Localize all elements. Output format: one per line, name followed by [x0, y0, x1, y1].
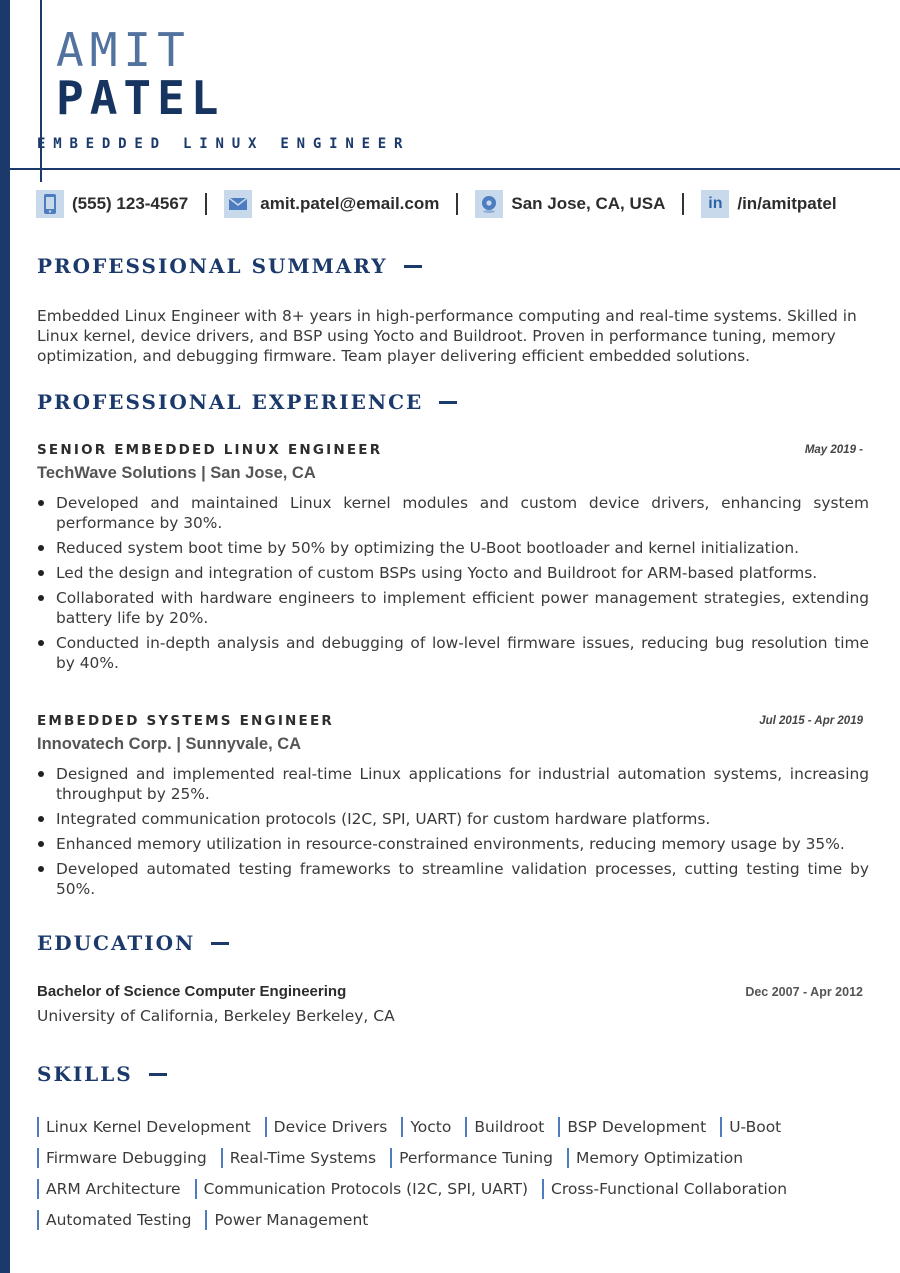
education-dates: Dec 2007 - Apr 2012	[745, 985, 863, 999]
summary-heading-text: PROFESSIONAL SUMMARY	[37, 254, 388, 278]
first-name: AMIT	[56, 23, 191, 77]
experience-heading-text: PROFESSIONAL EXPERIENCE	[37, 390, 424, 414]
header-divider	[10, 168, 900, 170]
job-bullets	[37, 764, 869, 904]
skill-row	[37, 1204, 869, 1235]
job-bullet: Reduced system boot time by 50% by optimizing the U-Boot bootloader and kernel initialization.	[37, 538, 869, 558]
skills-list	[37, 1111, 869, 1235]
skill-tag: Power Management	[205, 1210, 368, 1230]
job-bullets	[37, 493, 869, 678]
contact-location	[475, 190, 665, 218]
job-bullet: Led the design and integration of custom BSPs using Yocto and Buildroot for ARM-based platforms.	[37, 563, 869, 583]
job-title: SENIOR EMBEDDED LINUX ENGINEER	[37, 442, 383, 458]
job-company: Innovatech Corp. | Sunnyvale, CA	[37, 735, 302, 753]
skill-tag: Communication Protocols (I2C, SPI, UART)	[195, 1179, 528, 1199]
skill-row	[37, 1111, 869, 1142]
experience-heading	[37, 390, 457, 414]
email-icon	[224, 190, 252, 218]
skill-tag: Yocto	[401, 1117, 451, 1137]
skill-tag: ARM Architecture	[37, 1179, 181, 1199]
last-name: PATEL	[56, 71, 225, 125]
skill-tag: Memory Optimization	[567, 1148, 743, 1168]
heading-dash	[149, 1073, 167, 1076]
skills-heading	[37, 1062, 167, 1086]
skill-row	[37, 1142, 869, 1173]
linkedin-text: /in/amitpatel	[737, 194, 837, 213]
phone-icon	[36, 190, 64, 218]
heading-dash	[211, 942, 229, 945]
skill-tag: Buildroot	[465, 1117, 544, 1137]
summary-text: Embedded Linux Engineer with 8+ years in high-performance computing and real-time systems. Skilled in Linux kernel, device drivers, and BSP using Yocto and Buildroot. Proven in performance tuning, memory optimization, and debugging firmware. Team player delivering efficient embedded solutions.	[37, 307, 857, 365]
location-text: San Jose, CA, USA	[511, 194, 666, 213]
education-heading	[37, 931, 229, 955]
location-pin-icon	[475, 190, 503, 218]
linkedin-icon: in	[701, 190, 729, 218]
job-dates: Jul 2015 - Apr 2019	[759, 715, 863, 727]
contact-divider	[456, 193, 458, 215]
job-bullet: Designed and implemented real-time Linux applications for industrial automation systems, increasing throughput by 25%.	[37, 764, 869, 804]
skill-tag: Automated Testing	[37, 1210, 191, 1230]
skill-row	[37, 1173, 869, 1204]
job-bullet: Collaborated with hardware engineers to implement efficient power management strategies, extending battery life by 20%.	[37, 588, 869, 628]
skill-tag: Real-Time Systems	[221, 1148, 376, 1168]
job-bullet: Developed and maintained Linux kernel modules and custom device drivers, enhancing system performance by 30%.	[37, 493, 869, 533]
contact-email[interactable]	[224, 190, 439, 218]
skills-heading-text: SKILLS	[37, 1062, 133, 1086]
school: University of California, Berkeley Berkeley, CA	[37, 1007, 395, 1025]
job-company: TechWave Solutions | San Jose, CA	[37, 464, 316, 482]
heading-dash	[404, 265, 422, 268]
job-bullet: Enhanced memory utilization in resource-constrained environments, reducing memory usage by 35%.	[37, 834, 869, 854]
skill-tag: Firmware Debugging	[37, 1148, 207, 1168]
education-heading-text: EDUCATION	[37, 931, 196, 955]
skill-tag: U-Boot	[720, 1117, 781, 1137]
summary-heading	[37, 254, 422, 278]
phone-text: (555) 123-4567	[72, 194, 189, 213]
contact-row	[36, 188, 837, 220]
name-vertical-rule	[40, 0, 42, 182]
job-bullet: Integrated communication protocols (I2C, SPI, UART) for custom hardware platforms.	[37, 809, 869, 829]
resume-title: EMBEDDED LINUX ENGINEER	[37, 136, 411, 152]
job-title: EMBEDDED SYSTEMS ENGINEER	[37, 713, 334, 729]
skill-tag: Device Drivers	[265, 1117, 388, 1137]
skill-tag: Performance Tuning	[390, 1148, 553, 1168]
contact-linkedin[interactable]	[701, 190, 836, 218]
left-accent-bar	[0, 0, 10, 1273]
job-bullet: Conducted in-depth analysis and debugging of low-level firmware issues, reducing bug resolution time by 40%.	[37, 633, 869, 673]
skill-tag: BSP Development	[558, 1117, 706, 1137]
job-dates: May 2019 -	[804, 444, 863, 456]
skill-tag: Cross-Functional Collaboration	[542, 1179, 787, 1199]
skill-tag: Linux Kernel Development	[37, 1117, 251, 1137]
email-text: amit.patel@email.com	[260, 194, 440, 213]
job-bullet: Developed automated testing frameworks to streamline validation processes, cutting testing time by 50%.	[37, 859, 869, 899]
heading-dash	[439, 401, 457, 404]
contact-divider	[682, 193, 684, 215]
contact-divider	[205, 193, 207, 215]
degree: Bachelor of Science Computer Engineering	[37, 983, 347, 1000]
contact-phone[interactable]	[36, 190, 188, 218]
